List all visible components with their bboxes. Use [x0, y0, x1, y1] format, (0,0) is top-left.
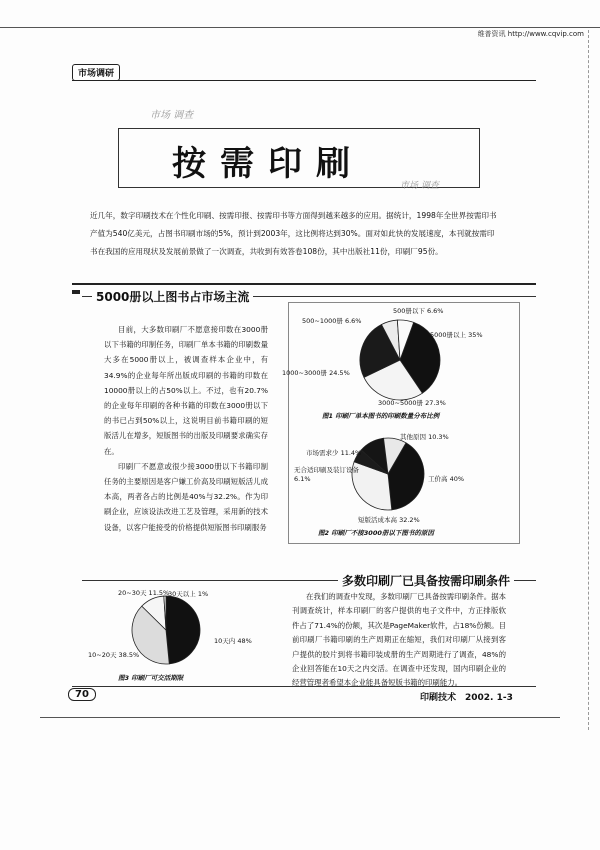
figure1-caption: 图1 印刷厂单本图书的印刷数量分布比例 [322, 412, 440, 420]
fig1-label-3000-5000: 3000~5000册 27.3% [378, 399, 446, 407]
scan-edge [588, 30, 589, 730]
fig2-label-demand: 市场需求少 11.4% [306, 449, 362, 457]
fig1-label-1000-3000: 1000~3000册 24.5% [282, 369, 350, 377]
fig3-label-20-30: 20~30天 11.5% [118, 589, 170, 597]
title-caption: 市场 调查 [400, 181, 439, 191]
section2-body [292, 590, 506, 691]
section-tag: 市场调研 [72, 64, 120, 81]
fig1-label-gt5000: 5000册以上 35% [430, 331, 483, 339]
fig2-label-price: 工价高 40% [428, 475, 465, 483]
section2-paragraph: 在我们的调查中发现，多数印刷厂已具备按需印刷条件。据本刊调查统计，样本印刷厂的客户提供的电子文件中，方正排版软件占了71.4%的份额，其次是PageMaker软件，占18%份额。目前印刷厂书籍印刷的生产周期正在缩短，我们对印刷厂从接到客户提供的胶片到将书籍印装成册的生产周期进行了调查，48%的企业回答能在10天之内交活。在调查中还发现，国内印刷企业的经营管理者希望本企业能具备短版书籍的印刷能力。 [292, 592, 506, 688]
section2-heading: 多数印刷厂已具备按需印刷条件 [338, 572, 514, 589]
section1-body [104, 322, 268, 535]
page-title: 按需印刷 [172, 144, 364, 184]
fig2-label-equipment: 无合适印刷及装订设备 6.1% [294, 466, 359, 483]
header-rule [0, 27, 600, 28]
pie-slice-1 [166, 596, 200, 664]
section1-paragraph: 印刷厂不愿意或很少接3000册以下书籍印制任务的主要原因是客户嫌工价高及印刷短版活儿成本高，两者各占的比例是40%与32.2%。作为印刷企业，应该设法改进工艺及管理，采用新的技术设备，以客户能接受的价格提供短版图书印刷服务 [104, 461, 268, 532]
fig1-label-500-1000: 500~1000册 6.6% [302, 317, 362, 325]
fig2-label-other: 其他原因 10.3% [400, 433, 449, 441]
footer-rule [72, 686, 536, 687]
fig3-label-10-20: 10~20天 38.5% [88, 651, 140, 659]
fig1-label-lt500: 500册以下 6.6% [393, 307, 444, 315]
page-number: 70 [68, 688, 96, 701]
fig3-label-gt30: 30天以上 1% [168, 590, 209, 598]
tag-rule [72, 80, 536, 81]
journal-name: 印刷技术 2002. 1-3 [420, 693, 513, 703]
abstract: 近几年，数字印刷技术在个性化印刷、按需印报、按需印书等方面得到越来越多的应用。据统计，1998年全世界按需印书产值为540亿美元，占图书印刷市场的5%，预计到2003年，这比例将达到30%。面对如此快的发展速度，本刊就按需印书在我国的应用现状及发展前景做了一次调查，共收到有效答卷108份，其中出版社11份，印刷厂95份。 [90, 211, 497, 256]
section1-paragraph: 目前，大多数印刷厂不愿意接印数在3000册以下书籍的印制任务，印刷厂单本书籍的印刷数量大多在5000册以上，被调查样本企业中，有34.9%的企业每年所出版成印刷的书籍的印数在10000册以上的占50%以上。不过，也有20.7%的企业每年印刷的各种书籍的印数在3000册以下的书已占到50%以上，这说明目前书籍印刷的短版活儿在增多，短版图书的出版及印刷要求确实存在。 [104, 325, 268, 456]
header-url: 维普资讯 http://www.cqvip.com [477, 30, 584, 38]
footer-rule-bottom [40, 717, 560, 718]
figure3-chart [86, 586, 286, 686]
section1-marker [72, 290, 80, 294]
section1-heading: 5000册以上图书占市场主流 [92, 288, 253, 305]
abstract-rule [72, 283, 536, 285]
fig2-label-cost: 短版活成本高 32.2% [358, 516, 420, 524]
figure2-caption: 图2 印刷厂不接3000册以下图书的原因 [318, 529, 434, 537]
title-label: 市场 调查 [150, 110, 194, 121]
figure3-caption: 图3 印刷厂可交活期限 [118, 674, 184, 682]
fig3-label-lt10: 10天内 48% [214, 637, 252, 645]
